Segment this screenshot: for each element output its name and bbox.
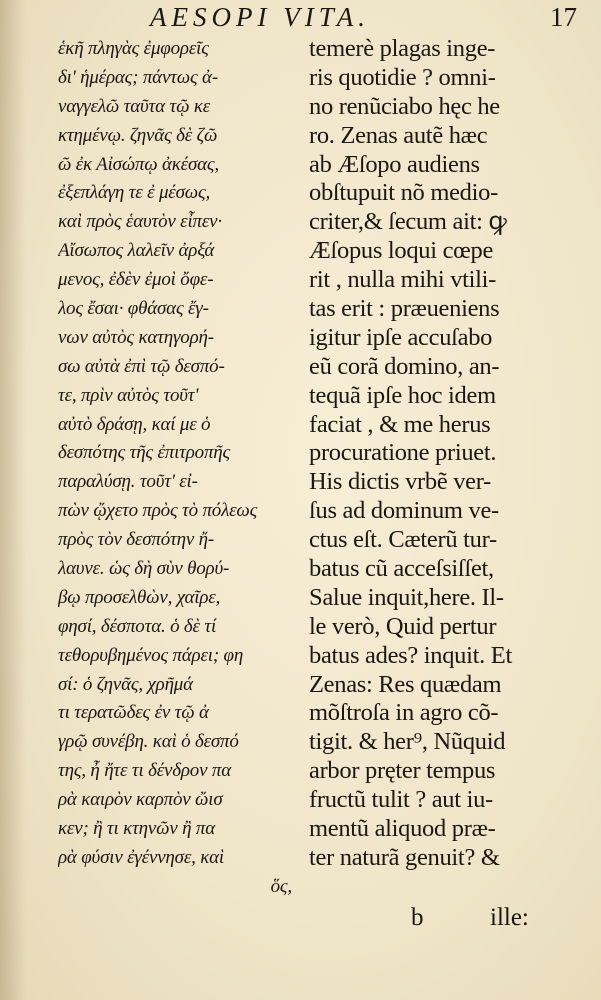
greek-line: παραλύσῃ. τοῦτ' εἰ-: [58, 471, 198, 493]
latin-line: procuratione priuet.: [309, 439, 497, 467]
latin-line: ſus ad dominum ve-: [309, 497, 499, 525]
greek-line: ναγγελῶ ταῦτα τῷ κε: [58, 95, 211, 117]
latin-line: ctus eſt. Cæterũ tur-: [309, 526, 497, 554]
page-number: 17: [550, 2, 577, 32]
signature-mark: b: [411, 904, 424, 931]
latin-line: batus ades? inquit. Et: [309, 641, 512, 669]
greek-line: της, ἦ ἤτε τι δένδρον πα: [58, 760, 231, 782]
latin-line: criter,& ſecum ait: ꝙ: [309, 208, 507, 236]
greek-line: δεσπότης τῆς ἐπιτροπῆς: [58, 442, 231, 464]
greek-line: Αἴσωπος λαλεῖν ἀρξά: [58, 240, 215, 262]
greek-line: πὼν ᾤχετο πρὸς τὸ πόλεως: [58, 500, 258, 522]
greek-line: ῶ ἐκ Αἰσώπῳ ἀκέσας,: [58, 153, 219, 175]
catchword: ille:: [490, 904, 529, 931]
greek-line: μενος, ἐδὲν ἐμοὶ ὄφε-: [58, 269, 214, 291]
greek-line: γρῷ συνέβη. καὶ ὁ δεσπό: [58, 731, 239, 753]
greek-line: αὐτὸ δράσῃ, καί με ὁ: [58, 413, 211, 435]
latin-line: tas erit : præueniens: [309, 295, 500, 323]
latin-line: no renũciabo hęc he: [309, 92, 500, 120]
running-head: AESOPI VITA.: [150, 2, 370, 32]
greek-line: τι τερατῶδες ἐν τῷ ἀ: [58, 702, 209, 724]
latin-line: ter naturã genuit? &: [309, 843, 500, 871]
latin-line: eũ corã domino, an-: [309, 352, 500, 380]
latin-line: batus cũ acceſsiſſet,: [309, 555, 494, 583]
greek-text-column: [58, 35, 296, 902]
greek-line: βῳ προσελθὼν, χαῖρε,: [58, 586, 221, 608]
greek-line: ἐξεπλάγη τε ἐ μέσως,: [58, 182, 211, 204]
greek-line: ρὰ καιρὸν καρπὸν ὤισ: [58, 789, 223, 811]
greek-line: σί: ὁ ζηνᾶς, χρῆμά: [58, 673, 193, 695]
latin-line: mentũ aliquod præ-: [309, 815, 496, 843]
latin-line: Æſopus loqui cœpe: [309, 237, 494, 265]
latin-line: tequã ipſe hoc idem: [309, 381, 496, 409]
latin-line: tigit. & her⁹, Nũquid: [309, 728, 506, 756]
greek-line: κεν; ἢ τι κτηνῶν ἢ πα: [58, 818, 215, 840]
greek-line: καὶ πρὸς ἑαυτὸν εἶπεν·: [58, 211, 222, 233]
greek-line: κτημένῳ. ζηνᾶς δὲ ζῶ: [58, 124, 218, 146]
latin-line: igitur ipſe accuſabo: [309, 323, 493, 351]
latin-line: ris quotidie ? omni-: [309, 63, 496, 91]
latin-line: ro. Zenas autẽ hæc: [309, 121, 488, 149]
greek-line: ρὰ φύσιν ἐγέννησε, καὶ: [58, 846, 224, 868]
latin-line: le verò, Quid pertur: [309, 612, 497, 640]
greek-line: σω αὐτὰ ἐπὶ τῷ δεσπό-: [58, 355, 225, 377]
latin-line: arbor pręter tempus: [309, 757, 496, 785]
latin-line: mõſtroſa in agro cõ-: [309, 699, 499, 727]
latin-line: temerè plagas inge-: [309, 35, 496, 62]
greek-line: λος ἔσαι· φθάσας ἔγ-: [58, 298, 209, 320]
latin-line: fructũ tulit ? aut iu-: [309, 786, 493, 814]
latin-line: His dictis vrbẽ ver-: [309, 468, 491, 496]
greek-line: ἑκῆ πληγὰς ἐμφορεῖς: [58, 38, 209, 59]
gutter-shadow: [0, 0, 26, 1000]
latin-line: Salue inquit,here. Il-: [309, 583, 504, 611]
greek-line: νων αὐτὸς κατηγορή-: [58, 326, 214, 348]
greek-line: τε, πρὶν αὐτὸς τοῦτ': [58, 384, 199, 406]
latin-line: faciat , & me herus: [309, 410, 491, 438]
latin-line: obſtupuit nõ medio-: [309, 179, 498, 207]
latin-line: ab Æſopo audiens: [309, 150, 480, 178]
greek-line: τεθορυβημένος πάρει; φη: [58, 644, 244, 666]
latin-text-column: [309, 35, 549, 873]
greek-line: πρὸς τὸν δεσπότην ἤ-: [58, 529, 214, 551]
greek-line: δι' ἡμέρας; πάντως ἀ-: [58, 66, 218, 88]
greek-line: ὅς,: [270, 875, 292, 897]
latin-line: Zenas: Res quædam: [309, 670, 502, 698]
greek-line: φησί, δέσποτα. ὁ δὲ τί: [58, 615, 217, 637]
greek-line: λαυνε. ὡς δὴ σὺν θορύ-: [58, 558, 230, 580]
latin-line: rit , nulla mihi vtili-: [309, 266, 497, 294]
